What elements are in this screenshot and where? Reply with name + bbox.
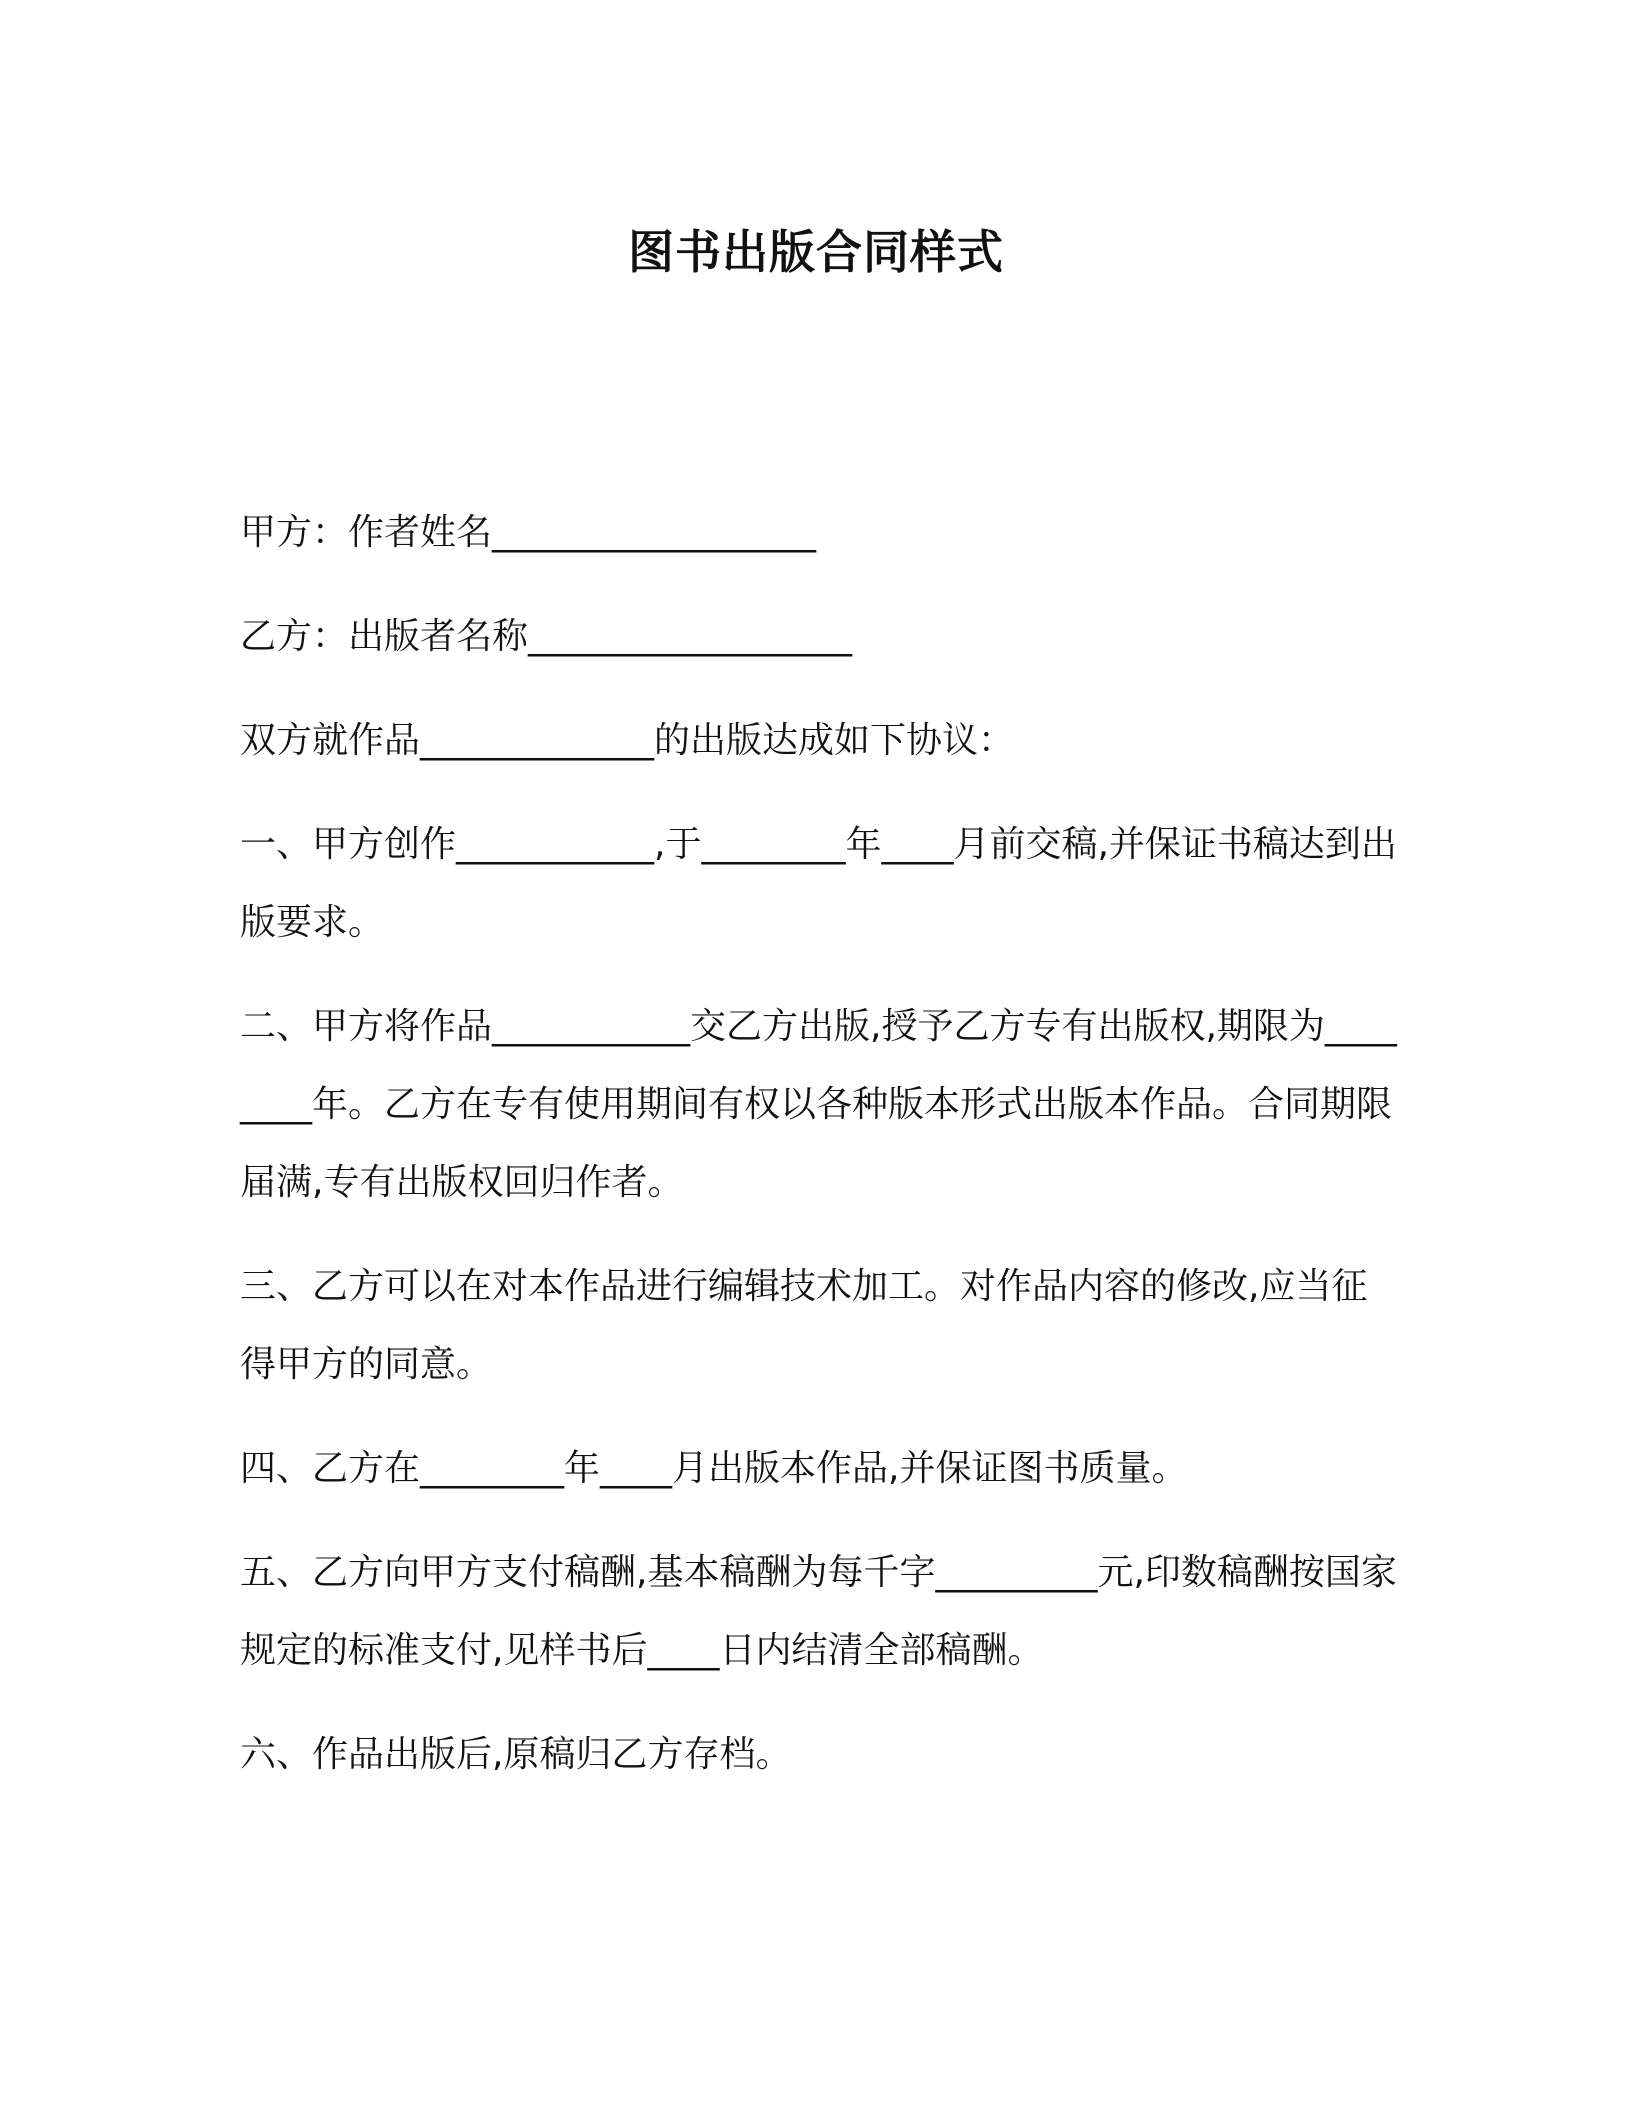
clause-1: 一、甲方创作___________,于________年____月前交稿,并保证书稿达到出版要求。 (240, 824, 1397, 943)
clause-2: 二、甲方将作品___________交乙方出版,授予乙方专有出版权,期限为________年。乙方在专有使用期间有权以各种版本形式出版本作品。合同期限届满,专有出版权回归作者。 (240, 1006, 1397, 1203)
party-b-line: 乙方：出版者名称__________________ (240, 616, 853, 657)
clause-6: 六、作品出版后,原稿归乙方存档。 (240, 1734, 792, 1775)
clause-4: 四、乙方在________年____月出版本作品,并保证图书质量。 (240, 1448, 1188, 1489)
contract-body (240, 494, 1400, 1820)
document-title: 图书出版合同样式 (628, 225, 1004, 279)
clause-3: 三、乙方可以在对本作品进行编辑技术加工。对作品内容的修改,应当征得甲方的同意。 (240, 1266, 1368, 1385)
party-a-line: 甲方：作者姓名__________________ (240, 512, 817, 553)
clause-5: 五、乙方向甲方支付稿酬,基本稿酬为每千字_________元,印数稿酬按国家规定的标准支付,见样书后____日内结清全部稿酬。 (240, 1552, 1397, 1671)
agreement-intro: 双方就作品_____________的出版达成如下协议： (240, 720, 1015, 761)
